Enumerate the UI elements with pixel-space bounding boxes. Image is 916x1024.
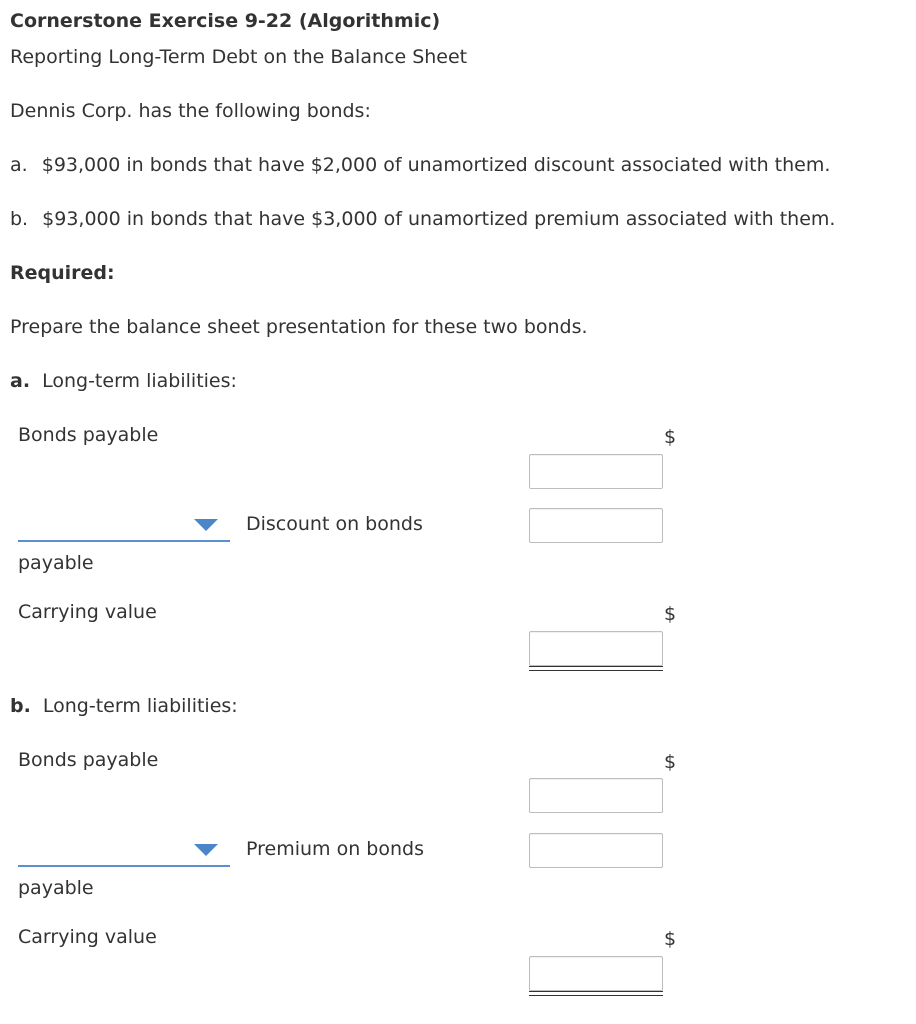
section-b-dollar-sign-1: $ (664, 751, 677, 773)
section-b-heading-text: Long-term liabilities: (42, 695, 238, 717)
item-a-text: $93,000 in bonds that have $2,000 of unamortized discount associated with them. (41, 154, 831, 176)
section-b-premium-label: Premium on bonds (246, 838, 424, 860)
section-a-carrying-value-label: Carrying value (18, 601, 157, 623)
section-b-premium-label-cont: payable (18, 877, 94, 899)
section-b-premium-input[interactable] (529, 833, 663, 868)
section-b-prefix: b. (10, 695, 31, 717)
section-a-discount-input[interactable] (529, 508, 663, 543)
section-b-dollar-sign-2: $ (664, 928, 677, 950)
section-a-heading (10, 370, 237, 392)
section-b-carrying-value-input[interactable] (529, 956, 663, 991)
instruction-text: Prepare the balance sheet presentation for these two bonds. (10, 316, 588, 338)
section-a-carrying-value-input[interactable] (529, 631, 663, 666)
section-a-heading-text: Long-term liabilities: (42, 370, 237, 392)
section-a-dollar-sign-2: $ (664, 603, 677, 625)
section-a-discount-label-cont: payable (18, 552, 94, 574)
section-a-dollar-sign-1: $ (664, 426, 677, 448)
item-a (10, 154, 830, 176)
section-b-bonds-payable-input[interactable] (529, 778, 663, 813)
chevron-down-icon[interactable] (194, 519, 218, 531)
item-b-prefix: b. (10, 208, 29, 230)
section-b-carrying-value-label: Carrying value (18, 926, 157, 948)
page-title: Cornerstone Exercise 9-22 (Algorithmic) (10, 10, 441, 32)
section-b-bonds-payable-label: Bonds payable (18, 749, 159, 771)
item-a-prefix: a. (10, 154, 28, 176)
section-b-heading (10, 695, 238, 717)
section-b-double-underline (529, 991, 663, 996)
section-a-double-underline (529, 666, 663, 671)
required-label: Required: (10, 262, 115, 284)
chevron-down-icon[interactable] (194, 844, 218, 856)
section-a-discount-label: Discount on bonds (246, 513, 423, 535)
section-a-bonds-payable-input[interactable] (529, 454, 663, 489)
section-a-adjustment-select[interactable] (18, 508, 230, 542)
page-subtitle: Reporting Long-Term Debt on the Balance Sheet (10, 46, 468, 68)
intro-text: Dennis Corp. has the following bonds: (10, 100, 371, 122)
item-b (10, 208, 835, 230)
section-a-prefix: a. (10, 370, 31, 392)
section-a-bonds-payable-label: Bonds payable (18, 424, 159, 446)
section-b-adjustment-select[interactable] (18, 833, 230, 867)
item-b-text: $93,000 in bonds that have $3,000 of unamortized premium associated with them. (42, 208, 836, 230)
